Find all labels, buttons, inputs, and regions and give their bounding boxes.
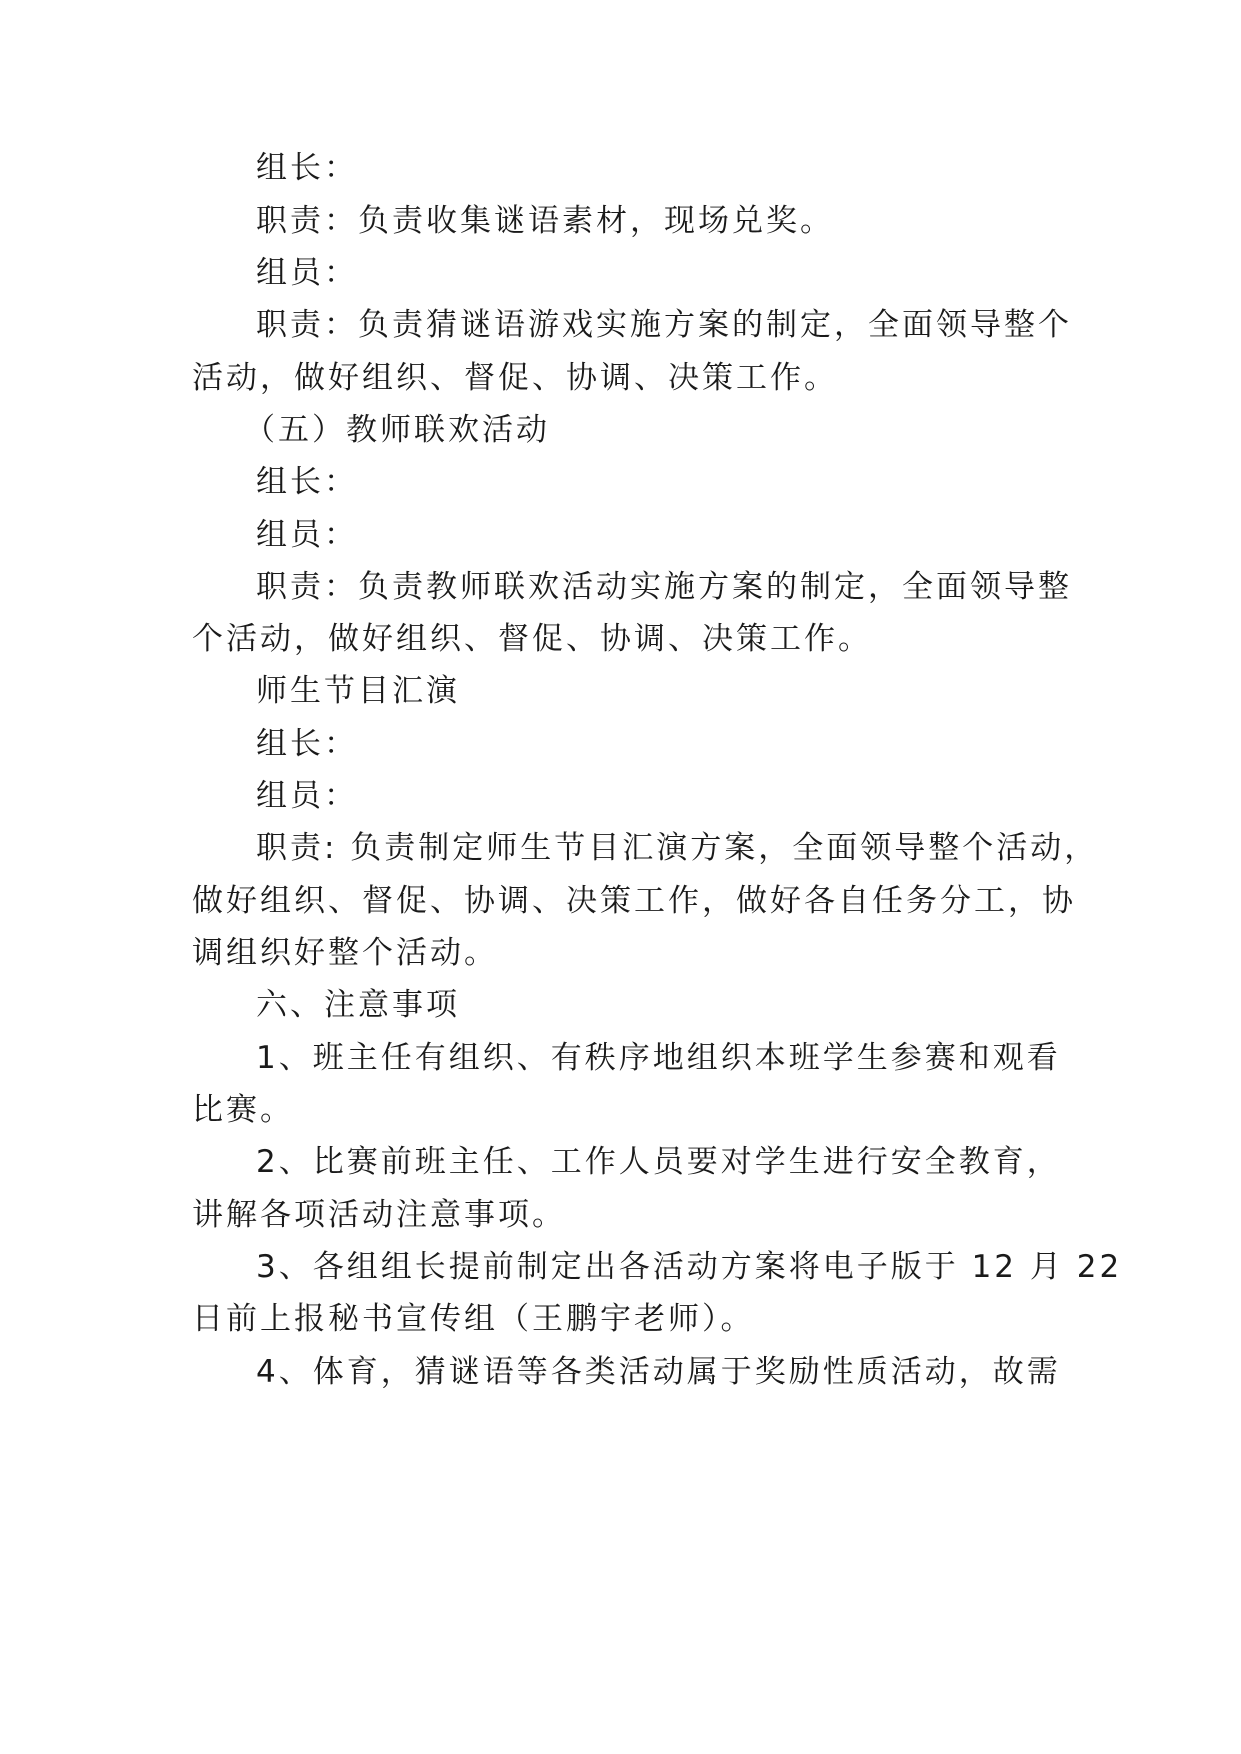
duty-text-continued: 活动，做好组织、督促、协调、决策工作。 [192, 360, 838, 396]
notice-item: 1、班主任有组织、有秩序地组织本班学生参赛和观看 [256, 1040, 1061, 1076]
team-leader-label: 组长： [256, 726, 358, 762]
duty-text: 职责：负责收集谜语素材，现场兑奖。 [256, 203, 834, 239]
team-member-label: 组员： [256, 255, 358, 291]
team-leader-label: 组长： [256, 150, 358, 186]
duty-text: 职责：负责猜谜语游戏实施方案的制定，全面领导整个 [256, 307, 1072, 343]
notice-item-continued: 讲解各项活动注意事项。 [192, 1197, 566, 1233]
notice-item: 3、各组组长提前制定出各活动方案将电子版于 12 月 22 [256, 1249, 1123, 1285]
notice-item-continued: 比赛。 [192, 1092, 294, 1128]
team-leader-label: 组长： [256, 464, 358, 500]
team-member-label: 组员： [256, 517, 358, 553]
notice-item-continued: 日前上报秘书宣传组（王鹏宇老师）。 [192, 1301, 755, 1337]
team-member-label: 组员： [256, 778, 358, 814]
section-heading: 师生节目汇演 [256, 673, 460, 709]
duty-text-continued: 个活动，做好组织、督促、协调、决策工作。 [192, 621, 872, 657]
notice-item: 2、比赛前班主任、工作人员要对学生进行安全教育， [256, 1144, 1061, 1180]
duty-text-continued: 做好组织、督促、协调、决策工作，做好各自任务分工，协 [192, 883, 1076, 919]
duty-text: 职责: 负责制定师生节目汇演方案，全面领导整个活动， [256, 830, 1099, 866]
notice-item: 4、体育，猜谜语等各类活动属于奖励性质活动，故需 [256, 1354, 1061, 1390]
duty-text: 职责：负责教师联欢活动实施方案的制定，全面领导整 [256, 569, 1072, 605]
section-heading: （五）教师联欢活动 [244, 412, 550, 448]
section-heading: 六、注意事项 [256, 987, 460, 1023]
duty-text-continued: 调组织好整个活动。 [192, 935, 498, 971]
